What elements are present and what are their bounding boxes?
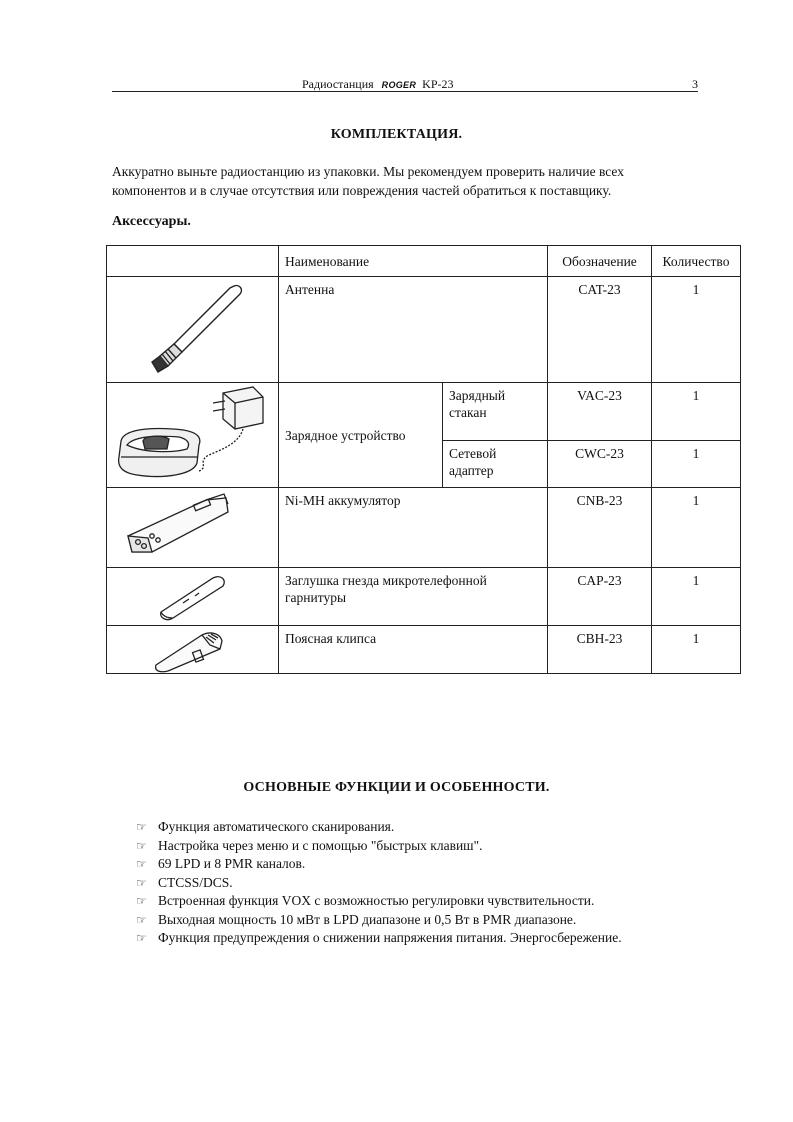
charger-part-name: Сетевой адаптер — [443, 440, 548, 487]
header-image-cell — [107, 246, 279, 277]
table-row — [107, 277, 741, 383]
kit-intro-line2: компонентов и в случае отсутствия или повреждения частей обратиться к поставщику. — [112, 183, 612, 198]
antenna-code: CAT-23 — [548, 277, 652, 383]
plug-code: CAP-23 — [548, 568, 652, 626]
charger-part-qty: 1 — [652, 383, 741, 441]
feature-text: Выходная мощность 10 мВт в LPD диапазоне и 0,5 Вт в PMR диапазоне. — [158, 911, 577, 927]
header-model: KP-23 — [422, 77, 454, 91]
feature-text: 69 LPD и 8 PMR каналов. — [158, 856, 306, 871]
list-item — [136, 818, 622, 837]
charger-image — [107, 383, 279, 488]
antenna-image — [107, 277, 279, 383]
pointing-hand-icon: ☞ — [136, 820, 147, 834]
list-item — [136, 911, 622, 930]
header-title-text: Радиостанция — [302, 77, 374, 91]
antenna-name: Антенна — [279, 277, 548, 383]
plug-image — [107, 568, 279, 626]
battery-illustration — [118, 490, 268, 566]
pointing-hand-icon: ☞ — [136, 838, 147, 853]
feature-text: Функция автоматического сканирования. — [158, 819, 395, 834]
feature-text: CTCSS/DCS. — [158, 874, 233, 890]
plug-name: Заглушка гнезда микротелефонной гарнитуры — [279, 568, 548, 626]
battery-code: CNB-23 — [548, 488, 652, 568]
header-title — [302, 77, 454, 92]
feature-text: Настройка через меню и с помощью "быстрых клавиш". — [158, 837, 483, 853]
plug-qty: 1 — [652, 568, 741, 626]
header-code: Обозначение — [548, 246, 652, 277]
pointing-hand-icon: ☞ — [136, 875, 147, 890]
pointing-hand-icon: ☞ — [136, 857, 147, 871]
clip-name: Поясная клипса — [279, 626, 548, 674]
kit-intro-line1: Аккуратно выньте радиостанцию из упаковки. Мы рекомендуем проверить наличие всех — [112, 164, 624, 179]
list-item — [136, 892, 622, 911]
kit-intro — [112, 162, 712, 200]
kit-section-title: КОМПЛЕКТАЦИЯ. — [330, 127, 463, 142]
page-number: 3 — [692, 77, 698, 91]
accessories-title: Аксессуары. — [112, 214, 191, 229]
feature-text: Функция предупреждения о снижении напряжения питания. Энергосбережение. — [158, 930, 622, 945]
features-section-title: ОСНОВНЫЕ ФУНКЦИИ И ОСОБЕННОСТИ. — [243, 780, 550, 795]
charger-name: Зарядное устройство — [279, 383, 443, 488]
table-row — [107, 568, 741, 626]
clip-qty: 1 — [652, 626, 741, 674]
table-row — [107, 626, 741, 674]
clip-image — [107, 626, 279, 674]
list-item — [136, 929, 622, 948]
pointing-hand-icon: ☞ — [136, 931, 147, 945]
accessories-table — [106, 245, 741, 674]
battery-image — [107, 488, 279, 568]
antenna-illustration — [138, 280, 248, 380]
features-list — [136, 818, 622, 948]
header-name: Наименование — [279, 246, 548, 277]
clip-code: CBH-23 — [548, 626, 652, 674]
clip-illustration — [148, 627, 238, 673]
list-item — [136, 855, 622, 874]
battery-qty: 1 — [652, 488, 741, 568]
table-row — [107, 383, 741, 441]
table-row — [107, 488, 741, 568]
charger-part-name: Зарядный стакан — [443, 383, 548, 441]
brand-logo: ROGER — [381, 80, 417, 90]
pointing-hand-icon: ☞ — [136, 894, 147, 908]
feature-text: Встроенная функция VOX с возможностью регулировки чувствительности. — [158, 893, 595, 908]
list-item — [136, 874, 622, 893]
charger-part-qty: 1 — [652, 440, 741, 487]
list-item — [136, 837, 622, 856]
charger-illustration — [113, 383, 273, 487]
page-header — [112, 77, 698, 92]
battery-name: Ni-MH аккумулятор — [279, 488, 548, 568]
plug-illustration — [153, 570, 233, 624]
table-header-row — [107, 246, 741, 277]
pointing-hand-icon: ☞ — [136, 912, 147, 927]
antenna-qty: 1 — [652, 277, 741, 383]
charger-part-code: VAC-23 — [548, 383, 652, 441]
charger-part-code: CWC-23 — [548, 440, 652, 487]
header-qty: Количество — [652, 246, 741, 277]
